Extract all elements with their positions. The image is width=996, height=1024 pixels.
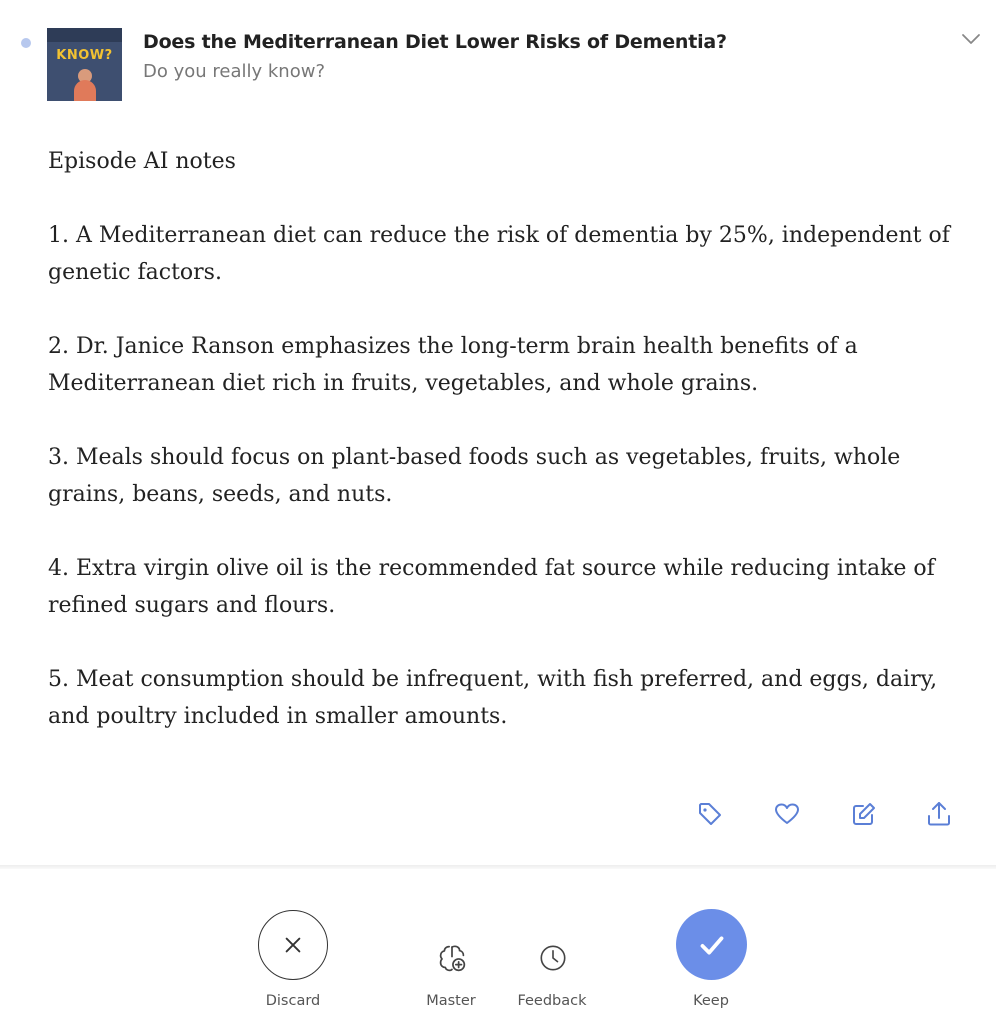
note-item: 2. Dr. Janice Ranson emphasizes the long-term brain health benefits of a Mediterranean diet rich in fruits, vegetables, and whole grains.: [48, 334, 858, 396]
tag-button[interactable]: [694, 798, 726, 830]
close-icon: [282, 934, 304, 956]
edit-button[interactable]: [848, 798, 880, 830]
master-button[interactable]: [432, 938, 472, 978]
share-button[interactable]: [923, 798, 955, 830]
notes-heading: Episode AI notes: [48, 149, 236, 174]
share-icon: [923, 798, 955, 830]
episode-cover[interactable]: [47, 28, 122, 101]
feedback-button[interactable]: [533, 938, 573, 978]
keep-label: Keep: [693, 993, 729, 1009]
cover-title: KNOW?: [56, 48, 113, 63]
note-item: 1. A Mediterranean diet can reduce the risk of dementia by 25%, independent of genetic factors.: [48, 223, 950, 285]
keep-button[interactable]: [676, 909, 747, 980]
chevron-down-icon: [958, 26, 984, 52]
episode-title[interactable]: Does the Mediterranean Diet Lower Risks of Dementia?: [143, 31, 727, 53]
master-label: Master: [426, 993, 476, 1009]
feedback-label: Feedback: [517, 993, 587, 1009]
edit-icon: [848, 798, 880, 830]
note-item: 5. Meat consumption should be infrequent, with fish preferred, and eggs, dairy, and poultry included in smaller amounts.: [48, 667, 938, 729]
discard-label: Discard: [265, 993, 321, 1009]
clock-icon: [535, 940, 571, 976]
podcast-name[interactable]: Do you really know?: [143, 61, 325, 82]
discard-button[interactable]: [258, 910, 328, 980]
note-item: 3. Meals should focus on plant-based foods such as vegetables, fruits, whole grains, beans, seeds, and nuts.: [48, 445, 901, 507]
divider: [0, 865, 996, 869]
heart-icon: [771, 798, 803, 830]
favorite-button[interactable]: [771, 798, 803, 830]
note-item: 4. Extra virgin olive oil is the recommended fat source while reducing intake of refined sugars and flours.: [48, 556, 935, 618]
checkmark-icon: [693, 926, 731, 964]
brain-plus-icon: [433, 939, 471, 977]
tag-icon: [694, 798, 726, 830]
ai-notes: [48, 143, 968, 772]
unread-dot: [21, 38, 31, 48]
collapse-button[interactable]: [958, 26, 984, 52]
